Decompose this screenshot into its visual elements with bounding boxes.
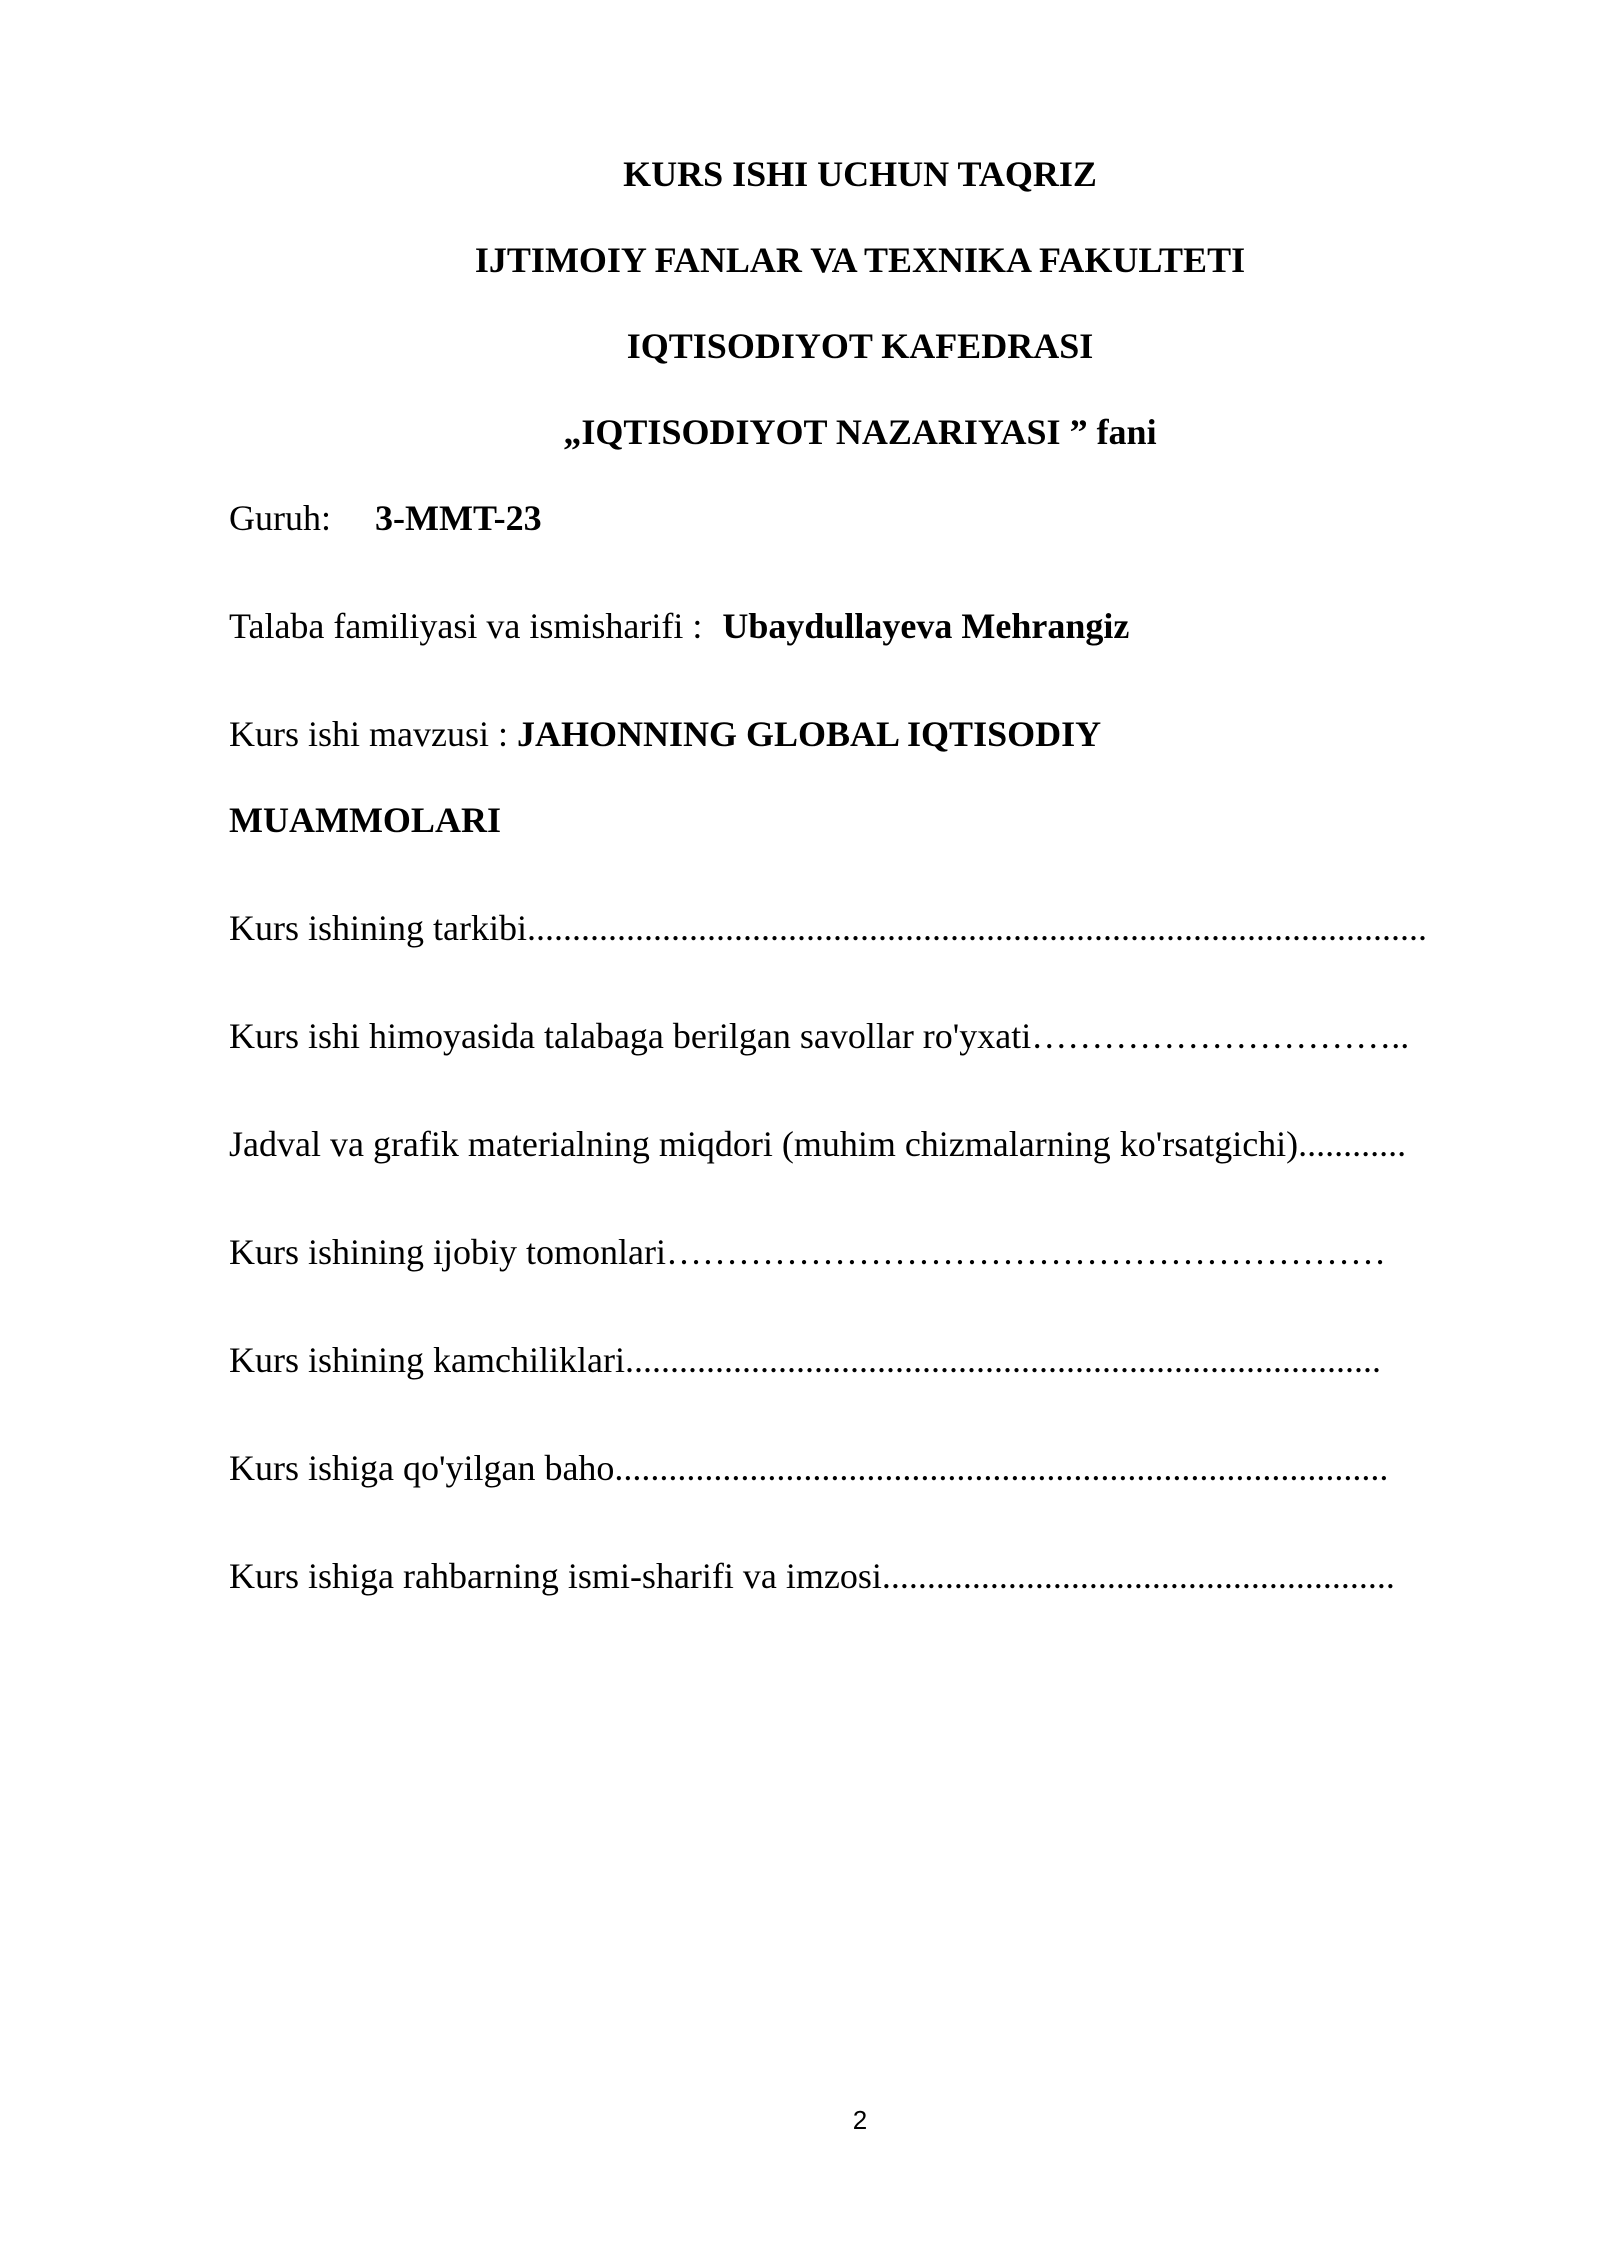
field-grade: Kurs ishiga qo'yilgan baho...................................................................................... — [229, 1448, 1389, 1488]
faculty-heading: IJTIMOIY FANLAR VA TEXNIKA FAKULTETI — [474, 240, 1246, 280]
student-line — [229, 604, 1129, 648]
field-structure: Kurs ishining tarkibi.................................................................................................... — [229, 908, 1427, 948]
field-tables-graphics: Jadval va grafik materialning miqdori (muhim chizmalarning ko'rsatgichi)............ — [229, 1124, 1407, 1164]
department-heading: IQTISODIYOT KAFEDRASI — [626, 326, 1094, 366]
field-weaknesses: Kurs ishining kamchiliklari.................................................................................... — [229, 1340, 1381, 1380]
field-supervisor-signature: Kurs ishiga rahbarning ismi-sharifi va imzosi......................................................... — [229, 1556, 1395, 1596]
topic-value: JAHONNING GLOBAL IQTISODIY — [516, 714, 1102, 754]
field-defense-questions: Kurs ishi himoyasida talabaga berilgan savollar ro'yxati………………………….. — [229, 1016, 1410, 1056]
page-number: 2 — [852, 2105, 868, 2135]
topic-value-continued: MUAMMOLARI — [229, 800, 501, 840]
document-title: KURS ISHI UCHUN TAQRIZ — [623, 154, 1097, 194]
group-line — [229, 496, 542, 540]
group-label: Guruh: — [229, 498, 331, 538]
subject-heading: „IQTISODIYOT NAZARIYASI ” fani — [563, 412, 1157, 452]
student-label: Talaba familiyasi va ismisharifi : — [229, 606, 703, 646]
topic-label: Kurs ishi mavzusi : — [229, 714, 508, 754]
field-strengths: Kurs ishining ijobiy tomonlari…………………………………………………… — [229, 1232, 1386, 1272]
topic-line — [229, 712, 1101, 756]
group-value: 3-MMT-23 — [375, 498, 542, 538]
student-value: Ubaydullayeva Mehrangiz — [722, 606, 1130, 646]
